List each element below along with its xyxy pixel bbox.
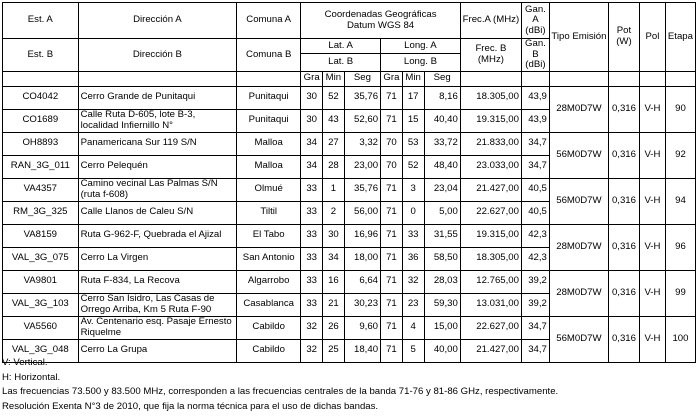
station-address: Cerro San Isidro, Las Casas de Orrego Arriba, Km 5 Ruta F-90: [78, 293, 236, 316]
gain-dbi: 40,5: [521, 201, 549, 224]
lat-degrees: 33: [301, 293, 323, 316]
station-address: Panamericana Sur 119 S/N: [78, 132, 236, 155]
etapa-number: 100: [665, 316, 695, 362]
emission-type: 56M0D7W: [549, 178, 608, 224]
lat-degrees: 30: [301, 109, 323, 132]
lat-degrees: 34: [301, 155, 323, 178]
lon-minutes: 52: [402, 155, 424, 178]
lat-minutes: 2: [323, 201, 345, 224]
gain-dbi: 39,2: [521, 270, 549, 293]
lon-degrees: 71: [381, 201, 403, 224]
header-lat-b: Lat. B: [301, 54, 381, 72]
lat-minutes: 26: [323, 316, 345, 339]
lon-minutes: 53: [402, 132, 424, 155]
table-row: [3, 178, 696, 201]
station-id: OH8893: [3, 132, 79, 155]
lon-degrees: 70: [381, 132, 403, 155]
lat-minutes: 16: [323, 270, 345, 293]
station-id: VAL_3G_048: [3, 339, 79, 362]
lon-minutes: 3: [402, 178, 424, 201]
gain-dbi: 40,5: [521, 178, 549, 201]
station-comuna: Punitaqui: [237, 86, 301, 109]
lat-seconds: 35,76: [344, 86, 380, 109]
gain-dbi: 34,7: [521, 339, 549, 362]
gain-dbi: 39,2: [521, 293, 549, 316]
lat-minutes: 52: [323, 86, 345, 109]
lon-minutes: 15: [402, 109, 424, 132]
lon-minutes: 0: [402, 201, 424, 224]
lon-minutes: 5: [402, 339, 424, 362]
header-lat-seg: Seg: [344, 71, 380, 86]
gain-dbi: 43,9: [521, 86, 549, 109]
power-w: 0,316: [608, 224, 639, 270]
station-comuna: Tiltil: [237, 201, 301, 224]
station-comuna: Punitaqui: [237, 109, 301, 132]
header-direccion-a: Dirección A: [78, 3, 236, 39]
lat-seconds: 23,00: [344, 155, 380, 178]
station-comuna: Algarrobo: [237, 270, 301, 293]
polarization: V-H: [640, 86, 666, 132]
power-w: 0,316: [608, 316, 639, 362]
header-lon-min: Min: [402, 71, 424, 86]
lat-seconds: 3,32: [344, 132, 380, 155]
power-w: 0,316: [608, 270, 639, 316]
lat-seconds: 9,60: [344, 316, 380, 339]
subheader-blank: [608, 71, 639, 86]
lat-minutes: 21: [323, 293, 345, 316]
station-comuna: Malloa: [237, 132, 301, 155]
header-gan-a: Gan. A (dBi): [521, 3, 549, 39]
polarization: V-H: [640, 132, 666, 178]
polarization: V-H: [640, 270, 666, 316]
emission-type: 28M0D7W: [549, 224, 608, 270]
lon-seconds: 31,55: [424, 224, 460, 247]
lat-minutes: 43: [323, 109, 345, 132]
station-address: Calle Llanos de Caleu S/N: [78, 201, 236, 224]
station-id: VA4357: [3, 178, 79, 201]
frequency-mhz: 21.427,00: [460, 339, 521, 362]
lat-seconds: 30,23: [344, 293, 380, 316]
frequency-table: [2, 2, 696, 363]
station-address: Cerro La Grupa: [78, 339, 236, 362]
lon-degrees: 70: [381, 155, 403, 178]
header-lat-a: Lat. A: [301, 39, 381, 54]
frequency-mhz: 23.033,00: [460, 155, 521, 178]
header-long-b: Long. B: [381, 54, 461, 72]
lon-seconds: 15,00: [424, 316, 460, 339]
lat-seconds: 18,40: [344, 339, 380, 362]
station-address: Ruta G-962-F, Quebrada el Ajizal: [78, 224, 236, 247]
gain-dbi: 34,7: [521, 155, 549, 178]
lon-degrees: 71: [381, 86, 403, 109]
station-address: Cerro La Virgen: [78, 247, 236, 270]
lat-degrees: 33: [301, 178, 323, 201]
station-id: RM_3G_325: [3, 201, 79, 224]
lon-seconds: 8,16: [424, 86, 460, 109]
lon-seconds: 40,40: [424, 109, 460, 132]
polarization: V-H: [640, 224, 666, 270]
frequency-mhz: 18.305,00: [460, 247, 521, 270]
lon-seconds: 48,40: [424, 155, 460, 178]
header-coordenadas-title: Coordenadas Geográficas: [324, 9, 437, 20]
lon-degrees: 71: [381, 224, 403, 247]
header-lat-gra: Gra: [301, 71, 323, 86]
table-row: [3, 224, 696, 247]
lon-minutes: 4: [402, 316, 424, 339]
header-frec-a: Frec.A (MHz): [460, 3, 521, 39]
lon-minutes: 32: [402, 270, 424, 293]
lat-minutes: 1: [323, 178, 345, 201]
lat-degrees: 33: [301, 247, 323, 270]
subheader-blank: [460, 71, 521, 86]
header-direccion-b: Dirección B: [78, 39, 236, 72]
station-address: Av. Centenario esq. Pasaje Ernesto Riquelme: [78, 316, 236, 339]
lon-degrees: 71: [381, 339, 403, 362]
station-id: CO1689: [3, 109, 79, 132]
station-id: VAL_3G_075: [3, 247, 79, 270]
header-lon-gra: Gra: [381, 71, 403, 86]
subheader-blank: [237, 71, 301, 86]
header-lat-min: Min: [323, 71, 345, 86]
lon-seconds: 40,00: [424, 339, 460, 362]
lat-degrees: 30: [301, 86, 323, 109]
footnote-resolution: Resolución Exenta N°3 de 2010, que fija la norma técnica para el uso de dichas bandas.: [2, 400, 379, 412]
frequency-mhz: 13.031,00: [460, 293, 521, 316]
emission-type: 56M0D7W: [549, 316, 608, 362]
lat-degrees: 33: [301, 224, 323, 247]
lat-seconds: 35,76: [344, 178, 380, 201]
station-id: CO4042: [3, 86, 79, 109]
gain-dbi: 34,7: [521, 316, 549, 339]
table-row: [3, 132, 696, 155]
station-comuna: Cabildo: [237, 339, 301, 362]
lon-minutes: 36: [402, 247, 424, 270]
station-address: Cerro Pelequén: [78, 155, 236, 178]
station-id: VA5560: [3, 316, 79, 339]
lon-seconds: 28,03: [424, 270, 460, 293]
lat-minutes: 30: [323, 224, 345, 247]
etapa-number: 90: [665, 86, 695, 132]
header-datum: Datum WGS 84: [346, 19, 415, 31]
lon-degrees: 71: [381, 178, 403, 201]
footnote-vertical: V: Vertical.: [2, 357, 48, 368]
header-gan-b: Gan. B (dBi): [521, 39, 549, 72]
lon-seconds: 33,72: [424, 132, 460, 155]
station-id: VAL_3G_103: [3, 293, 79, 316]
header-comuna-b: Comuna B: [237, 39, 301, 72]
header-frec-b: Frec. B (MHz): [460, 39, 521, 72]
lat-degrees: 34: [301, 132, 323, 155]
lon-seconds: 59,30: [424, 293, 460, 316]
lon-degrees: 71: [381, 316, 403, 339]
station-comuna: Malloa: [237, 155, 301, 178]
etapa-number: 96: [665, 224, 695, 270]
header-coordenadas: [301, 3, 461, 39]
header-est-b: Est. B: [3, 39, 79, 72]
lon-seconds: 23,04: [424, 178, 460, 201]
lat-minutes: 34: [323, 247, 345, 270]
emission-type: 56M0D7W: [549, 132, 608, 178]
header-comuna-a: Comuna A: [237, 3, 301, 39]
frequency-mhz: 21.427,00: [460, 178, 521, 201]
lat-minutes: 25: [323, 339, 345, 362]
frequency-mhz: 19.315,00: [460, 224, 521, 247]
table-row: [3, 86, 696, 109]
lat-minutes: 28: [323, 155, 345, 178]
subheader-blank: [521, 71, 549, 86]
subheader-blank: [640, 71, 666, 86]
footnote-frequencies: Las frecuencias 73.500 y 83.500 MHz, corresponden a las frecuencias centrales de la banda 71-76 y 81-86 GHz, respectivamente.: [2, 386, 559, 397]
emission-type: 28M0D7W: [549, 86, 608, 132]
gain-dbi: 42,3: [521, 247, 549, 270]
emission-type: 28M0D7W: [549, 270, 608, 316]
header-tipo-emision: Tipo Emisión: [549, 3, 608, 72]
frequency-mhz: 22.627,00: [460, 201, 521, 224]
power-w: 0,316: [608, 86, 639, 132]
subheader-blank: [665, 71, 695, 86]
table-row: [3, 270, 696, 293]
lat-seconds: 16,96: [344, 224, 380, 247]
etapa-number: 99: [665, 270, 695, 316]
lon-degrees: 71: [381, 293, 403, 316]
station-comuna: San Antonio: [237, 247, 301, 270]
power-w: 0,316: [608, 178, 639, 224]
lon-minutes: 17: [402, 86, 424, 109]
lon-minutes: 33: [402, 224, 424, 247]
station-comuna: El Tabo: [237, 224, 301, 247]
lon-minutes: 23: [402, 293, 424, 316]
subheader-blank: [78, 71, 236, 86]
station-address: Calle Ruta D-605, lote B-3, localidad Infiernillo N°: [78, 109, 236, 132]
etapa-number: 92: [665, 132, 695, 178]
table-row: [3, 316, 696, 339]
header-etapa: Etapa: [665, 3, 695, 72]
lon-seconds: 5,00: [424, 201, 460, 224]
etapa-number: 94: [665, 178, 695, 224]
lat-seconds: 18,00: [344, 247, 380, 270]
header-long-a: Long. A: [381, 39, 461, 54]
lat-seconds: 56,00: [344, 201, 380, 224]
lat-degrees: 32: [301, 339, 323, 362]
lon-degrees: 71: [381, 247, 403, 270]
station-address: Ruta F-834, La Recova: [78, 270, 236, 293]
power-w: 0,316: [608, 132, 639, 178]
lon-degrees: 71: [381, 270, 403, 293]
footnote-horizontal: H: Horizontal.: [2, 371, 61, 383]
subheader-blank: [3, 71, 79, 86]
station-comuna: Olmué: [237, 178, 301, 201]
subheader-blank: [549, 71, 608, 86]
frequency-mhz: 21.833,00: [460, 132, 521, 155]
polarization: V-H: [640, 178, 666, 224]
station-id: RAN_3G_011: [3, 155, 79, 178]
lat-degrees: 33: [301, 270, 323, 293]
station-address: Camino vecinal Las Palmas S/N (ruta f-608): [78, 178, 236, 201]
lat-seconds: 6,64: [344, 270, 380, 293]
gain-dbi: 42,3: [521, 224, 549, 247]
header-pot: Pot (W): [608, 3, 639, 72]
header-lon-seg: Seg: [424, 71, 460, 86]
gain-dbi: 34,7: [521, 132, 549, 155]
gain-dbi: 43,9: [521, 109, 549, 132]
footnotes: [2, 356, 698, 414]
header-pol: Pol: [640, 3, 666, 72]
station-comuna: Casablanca: [237, 293, 301, 316]
lon-degrees: 71: [381, 109, 403, 132]
lat-minutes: 27: [323, 132, 345, 155]
lat-degrees: 32: [301, 316, 323, 339]
station-id: VA9801: [3, 270, 79, 293]
header-est-a: Est. A: [3, 3, 79, 39]
station-id: VA8159: [3, 224, 79, 247]
frequency-mhz: 22.627,00: [460, 316, 521, 339]
lat-seconds: 52,60: [344, 109, 380, 132]
polarization: V-H: [640, 316, 666, 362]
station-address: Cerro Grande de Punitaqui: [78, 86, 236, 109]
frequency-mhz: 18.305,00: [460, 86, 521, 109]
lat-degrees: 33: [301, 201, 323, 224]
frequency-mhz: 12.765,00: [460, 270, 521, 293]
lon-seconds: 58,50: [424, 247, 460, 270]
station-comuna: Cabildo: [237, 316, 301, 339]
frequency-mhz: 19.315,00: [460, 109, 521, 132]
